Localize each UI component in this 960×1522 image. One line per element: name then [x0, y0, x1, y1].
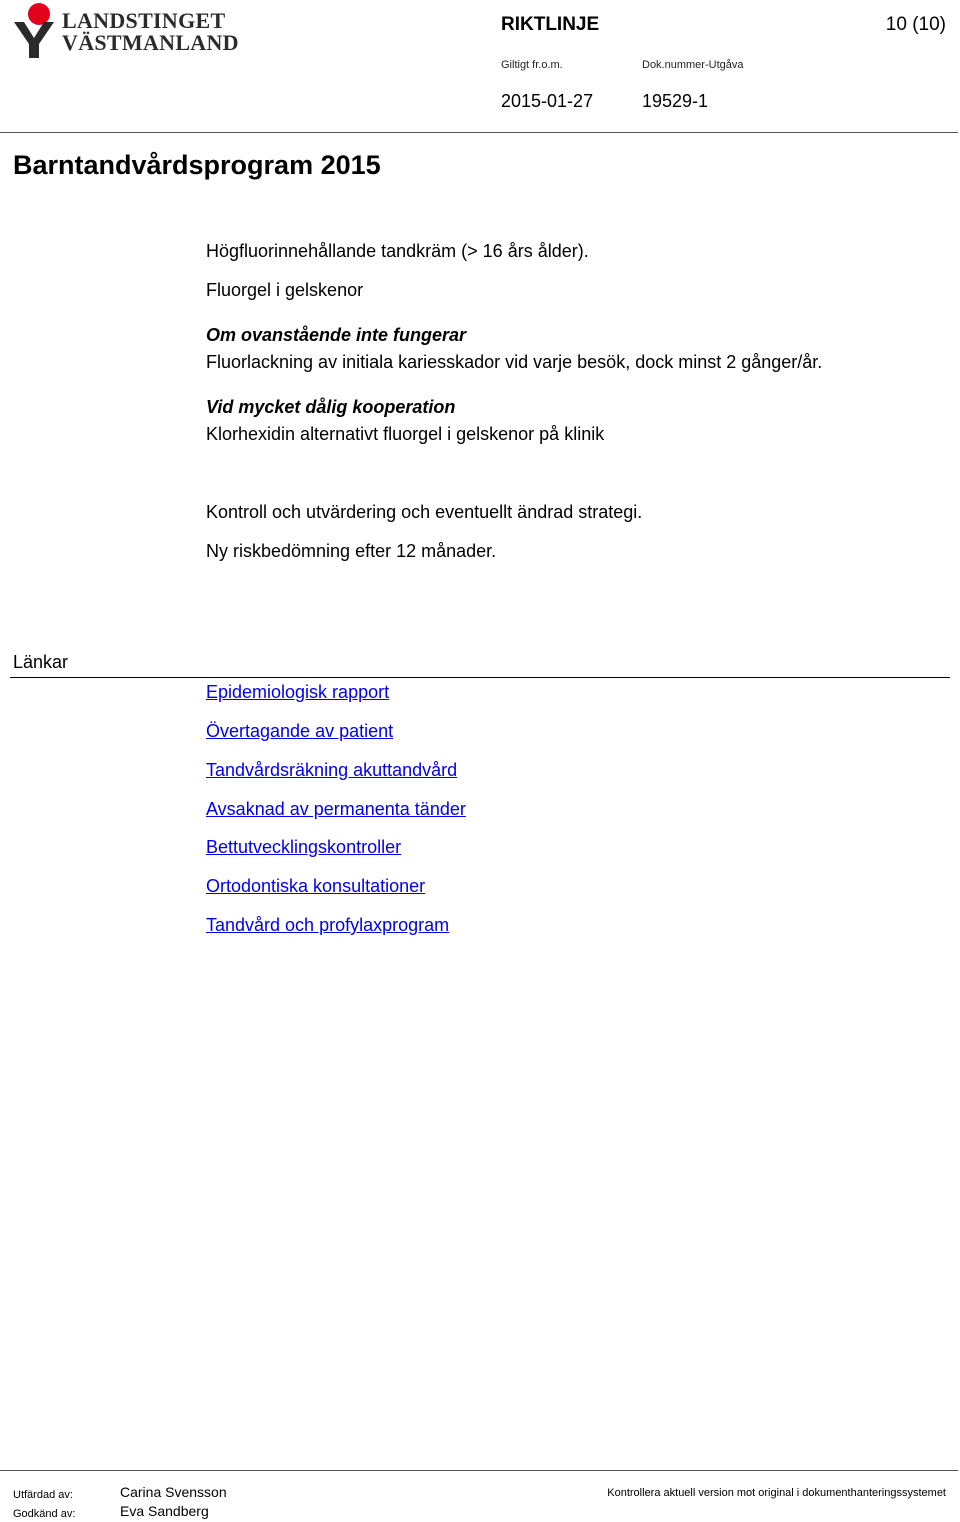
issued-by-label: Utfärdad av: [13, 1489, 73, 1501]
footer-divider [0, 1470, 958, 1471]
issued-by-value: Carina Svensson [120, 1484, 227, 1500]
body-line-fluoride-varnish: Fluorlackning av initiala kariesskador vid varje besök, dock minst 2 gånger/år. [206, 352, 823, 372]
document-number-label: Dok.nummer-Utgåva [642, 59, 744, 71]
subheading-if-not-working: Om ovanstående inte fungerar [206, 325, 467, 345]
valid-from-label: Giltigt fr.o.m. [501, 59, 563, 71]
body-line-followup: Kontroll och utvärdering och eventuellt ändrad strategi. [206, 502, 643, 522]
approved-by-label: Godkänd av: [13, 1508, 76, 1520]
footer-version-note: Kontrollera aktuell version mot original i dokumenthanteringssystemet [607, 1487, 946, 1499]
link-overtagande-av-patient[interactable]: Övertagande av patient [206, 721, 394, 741]
valid-from-value: 2015-01-27 [501, 91, 594, 111]
page-title: Barntandvårdsprogram 2015 [13, 150, 381, 180]
link-epidemiologisk-rapport[interactable]: Epidemiologisk rapport [206, 682, 390, 702]
logo-line-1: LANDSTINGET [62, 8, 226, 33]
body-line-toothpaste: Högfluorinnehållande tandkräm (> 16 års ålder). [206, 241, 589, 261]
link-tandvardsrakning-akuttandvard[interactable]: Tandvårdsräkning akuttandvård [206, 760, 458, 780]
logo-mark-icon [12, 2, 58, 58]
link-ortodontiska-konsultationer[interactable]: Ortodontiska konsultationer [206, 876, 426, 896]
logo-line-2: VÄSTMANLAND [62, 30, 239, 55]
links-divider [10, 677, 950, 678]
approved-by-value: Eva Sandberg [120, 1503, 209, 1519]
body-line-risk-assessment: Ny riskbedömning efter 12 månader. [206, 541, 497, 561]
header-divider [0, 132, 958, 133]
link-bettutvecklingskontroller[interactable]: Bettutvecklingskontroller [206, 837, 402, 857]
body-line-chlorhexidine: Klorhexidin alternativt fluorgel i gelskenor på klinik [206, 424, 605, 444]
body-line-fluorgel: Fluorgel i gelskenor [206, 280, 364, 300]
document-number-value: 19529-1 [642, 91, 709, 111]
link-tandvard-profylaxprogram[interactable]: Tandvård och profylaxprogram [206, 915, 450, 935]
landstinget-logo [12, 2, 239, 60]
links-heading: Länkar [13, 652, 69, 672]
subheading-poor-cooperation: Vid mycket dålig kooperation [206, 397, 456, 417]
link-avsaknad-permanenta-tander[interactable]: Avsaknad av permanenta tänder [206, 799, 466, 819]
logo-wordmark [62, 10, 239, 54]
document-type: RIKTLINJE [501, 14, 600, 35]
page-number: 10 (10) [885, 14, 946, 35]
